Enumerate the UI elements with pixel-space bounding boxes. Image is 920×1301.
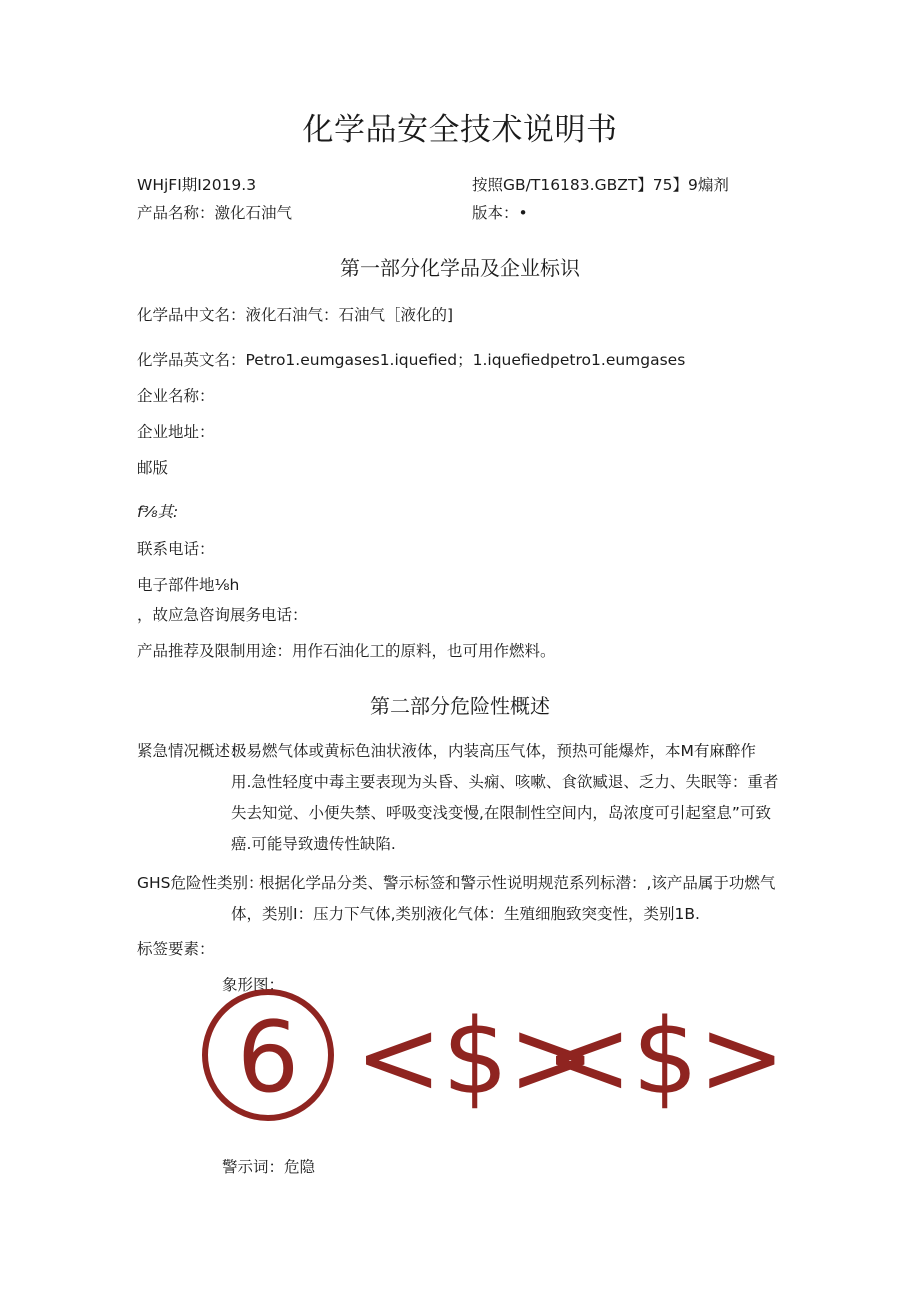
pictogram-glyph-flame: <$> — [355, 996, 596, 1118]
pictogram-label: 象形图： — [222, 976, 285, 994]
standard-reference: 按照GB/T16183.GBZT】75】9煽剂 — [472, 176, 729, 194]
emergency-overview — [137, 736, 797, 860]
emergency-overview-line: 极易燃气体或黄标色油状液体，内装高压气体，预热可能爆炸，本M有麻醉作 — [231, 742, 756, 760]
company-address: 企业地址： — [137, 423, 215, 441]
ghs-classification-line: 体，类别I：压力下气体,类别液化气体：生殖细胞致突变性，类别1B. — [231, 905, 700, 923]
ghs-classification-label: GHS危险性类别： — [137, 874, 264, 892]
emergency-overview-line: 失去知觉、小便失禁、呼吸变浅变慢,在限制性空间内，岛浓度可引起窒息”可致 — [231, 804, 771, 822]
contact-phone: 联系电话： — [137, 540, 215, 558]
ghs-classification — [137, 868, 797, 930]
postal-code: 邮版 — [137, 459, 169, 477]
hazard-pictograms — [200, 985, 786, 1135]
emergency-overview-label: 紧急情况概述： — [137, 742, 246, 760]
signal-word: 警示词：危隐 — [222, 1158, 316, 1176]
emergency-overview-line: 用.急性轻度中毒主要表现为头昏、头痫、咳嗽、食欲臧退、乏力、失眠等：重者 — [231, 773, 779, 791]
emergency-phone: ，故应急咨询展务电话： — [137, 606, 308, 624]
product-name: 产品名称：激化石油气 — [137, 204, 293, 222]
section-heading-part2: 第二部分危险性概述 — [370, 694, 550, 718]
fax: f⅜其: — [137, 503, 179, 521]
pictogram-glyph-health: <$> — [545, 996, 786, 1118]
email: 电子部件地⅛h — [137, 576, 240, 594]
document-title: 化学品安全技术说明书 — [302, 112, 618, 148]
document-id: WHjFI期I2019.3 — [137, 176, 257, 194]
version: 版本：• — [472, 204, 528, 222]
chemical-chinese-name: 化学品中文名：液化石油气：石油气［液化的] — [137, 306, 454, 324]
recommended-use: 产品推荐及限制用途：用作石油化工的原料，也可用作燃料。 — [137, 642, 556, 660]
ghs-classification-line: 根据化学品分类、警示标签和警示性说明规范系列标潜：,该产品属于功燃气 — [259, 874, 776, 892]
pictogram-glyph-six: 6 — [236, 1001, 300, 1115]
emergency-overview-line: 癌.可能导致遗传性缺陷. — [231, 835, 396, 853]
label-elements: 标签要素： — [137, 940, 215, 958]
company-name: 企业名称： — [137, 387, 215, 405]
section-heading-part1: 第一部分化学品及企业标识 — [340, 256, 580, 280]
chemical-english-name: 化学品英文名：Petro1.eumgases1.iquefied；1.iquefiedpetro1.eumgases — [137, 351, 686, 369]
